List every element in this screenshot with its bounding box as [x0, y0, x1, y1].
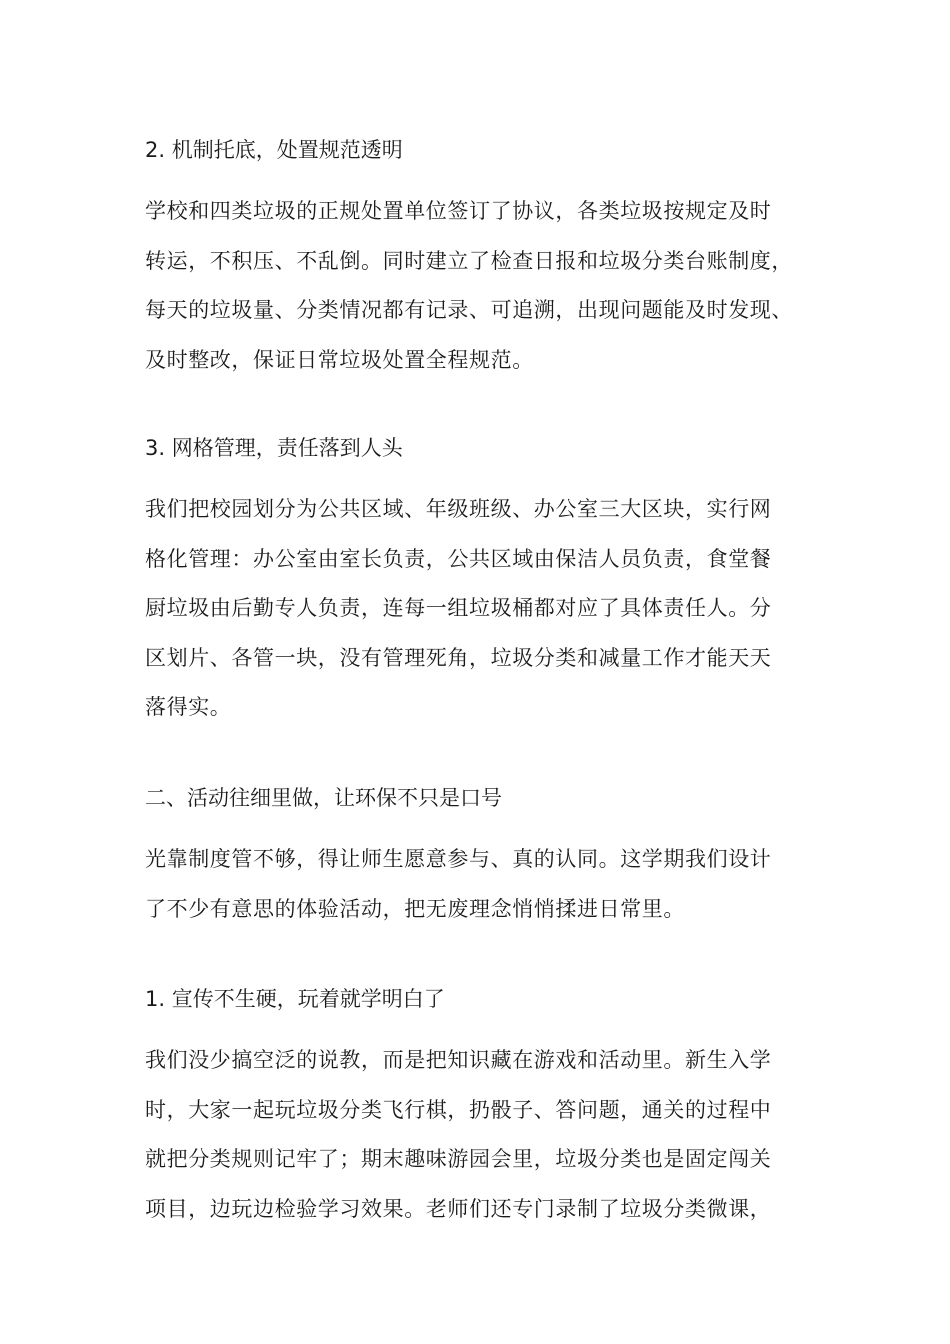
section-paragraph	[145, 835, 820, 934]
section-heading: 3. 网格管理，责任落到人头	[145, 436, 403, 460]
section-paragraph	[145, 1036, 820, 1234]
paragraph-line: 区划片、各管一块，没有管理死角，垃圾分类和减量工作才能天天	[145, 645, 772, 670]
paragraph-line: 就把分类规则记牢了；期末趣味游园会里，垃圾分类也是固定闯关	[145, 1147, 772, 1171]
paragraph-line: 厨垃圾由后勤专人负责，连每一组垃圾桶都对应了具体责任人。分	[145, 596, 772, 620]
paragraph-line: 每天的垃圾量、分类情况都有记录、可追溯，出现问题能及时发现、	[145, 298, 793, 322]
paragraph-line: 时，大家一起玩垃圾分类飞行棋，扔骰子、答问题，通关的过程中	[145, 1097, 772, 1122]
paragraph-line: 格化管理：办公室由室长负责，公共区域由保洁人员负责，食堂餐	[145, 546, 772, 571]
paragraph-line: 我们把校园划分为公共区域、年级班级、办公室三大区块，实行网	[145, 497, 772, 521]
section-grid-management	[145, 436, 820, 733]
paragraph-line: 项目，边玩边检验学习效果。老师们还专门录制了垃圾分类微课，	[145, 1196, 772, 1221]
paragraph-line: 及时整改，保证日常垃圾处置全程规范。	[145, 347, 534, 372]
paragraph-line: 落得实。	[145, 695, 232, 719]
paragraph-line: 我们没少搞空泛的说教，而是把知识藏在游戏和活动里。新生入学	[145, 1048, 772, 1072]
section-heading: 1. 宣传不生硬，玩着就学明白了	[145, 987, 445, 1011]
section-mechanism	[145, 138, 820, 385]
section-paragraph	[145, 187, 820, 385]
paragraph-line: 学校和四类垃圾的正规处置单位签订了协议，各类垃圾按规定及时	[145, 199, 772, 223]
section-paragraph	[145, 485, 820, 733]
section-activities	[145, 786, 820, 934]
section-heading: 2. 机制托底，处置规范透明	[145, 138, 403, 162]
paragraph-line: 了不少有意思的体验活动，把无废理念悄悄揉进日常里。	[145, 896, 685, 921]
section-heading: 二、活动往细里做，让环保不只是口号	[145, 786, 502, 810]
paragraph-line: 光靠制度管不够，得让师生愿意参与、真的认同。这学期我们设计	[145, 847, 772, 871]
section-publicity	[145, 987, 820, 1234]
paragraph-line: 转运，不积压、不乱倒。同时建立了检查日报和垃圾分类台账制度，	[145, 248, 793, 273]
